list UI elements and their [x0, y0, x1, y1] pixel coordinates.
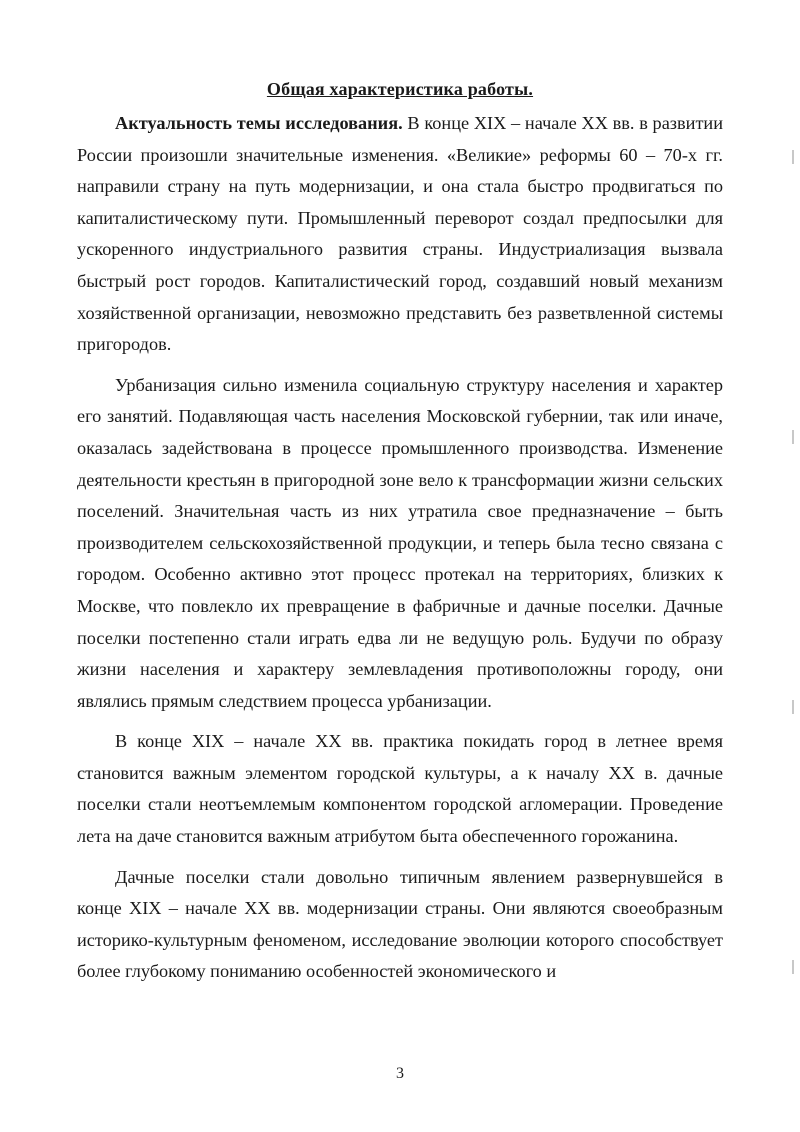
paragraph-1-text: В конце XIX – начале XX вв. в развитии России произошли значительные изменения. «Великие» реформы 60 – 70-х гг. направили страну на путь модернизации, и она стала быстро продвигаться по капиталистическому пути. Промышленный переворот создал предпосылки для ускоренного индустриального развития страны. Индустриализация вызвала быстрый рост городов. Капиталистический город, создавший новый механизм хозяйственной организации, невозможно представить без разветвленной системы пригородов. — [77, 113, 723, 355]
paragraph-3: В конце XIX – начале XX вв. практика покидать город в летнее время становится важным элементом городской культуры, а к началу XX в. дачные поселки стали неотъемлемым компонентом городской агломерации. Проведение лета на даче становится важным атрибутом быта обеспеченного горожанина. — [77, 731, 723, 847]
body-text — [77, 108, 723, 988]
scan-edge-mark — [792, 700, 794, 714]
page-title: Общая характеристика работы. — [266, 79, 534, 99]
paragraph-1 — [77, 108, 723, 361]
scan-edge-mark — [792, 150, 794, 164]
scan-edge-mark — [792, 960, 794, 974]
paragraph-2: Урбанизация сильно изменила социальную структуру населения и характер его занятий. Подавляющая часть населения Московской губернии, так или иначе, оказалась задействована в процессе промышленного производства. Изменение деятельности крестьян в пригородной зоне вело к трансформации жизни сельских поселений. Значительная часть из них утратила свое предназначение – быть производителем сельскохозяйственной продукции, и теперь была тесно связана с городом. Особенно активно этот процесс протекал на территориях, близких к Москве, что повлекло их превращение в фабричные и дачные поселки. Дачные поселки постепенно стали играть едва ли не ведущую роль. Будучи по образу жизни населения и характеру землевладения противоположны городу, они являлись прямым следствием процесса урбанизации. — [77, 374, 723, 711]
scan-edge-mark — [792, 430, 794, 444]
page-number: 3 — [396, 1065, 404, 1082]
paragraph-4: Дачные поселки стали довольно типичным явлением развернувшейся в конце XIX – начале XX вв. модернизации страны. Они являются своеобразным историко-культурным феноменом, исследование эволюции которого способствует более глубокому пониманию особенностей экономического и — [77, 866, 723, 982]
paragraph-1-lead: Актуальность темы исследования. — [115, 113, 403, 133]
